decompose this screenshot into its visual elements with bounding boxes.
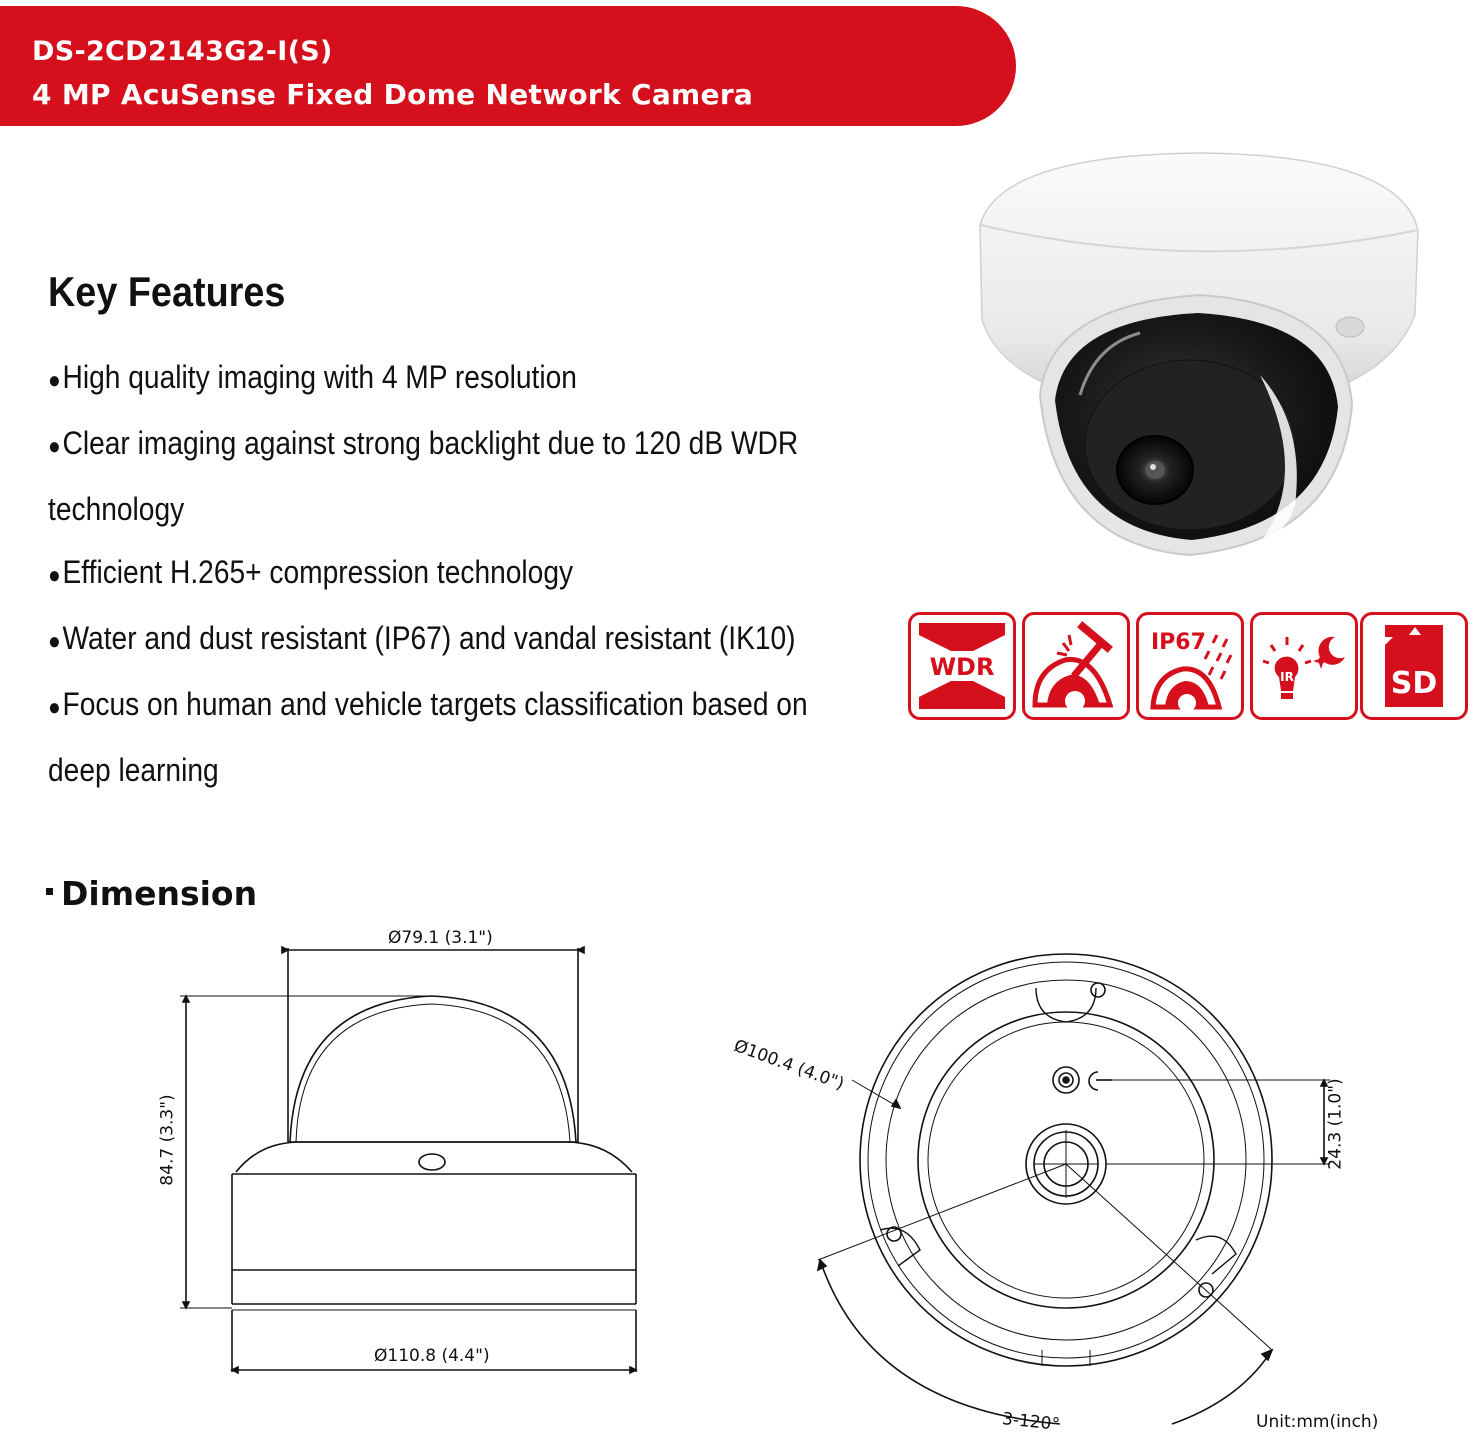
dimension-drawing [0,930,1474,1444]
bullet-icon: ● [48,628,61,655]
key-features-title: Key Features [48,268,286,315]
ir-label: IR [1280,670,1294,684]
unit-label: Unit:mm(inch) [1256,1412,1379,1432]
mount-diameter-label: Ø100.4 (4.0") [731,1036,847,1095]
square-bullet-icon [46,888,53,895]
base-diameter-label: Ø110.8 (4.4") [374,1346,490,1366]
model-number: DS-2CD2143G2-I(S) [32,36,333,67]
sd-label: SD [1390,666,1438,701]
bullet-icon: ● [48,433,61,460]
feature-item: ●Water and dust resistant (IP67) and vandal resistant (IK10) [48,620,796,656]
wdr-icon [908,612,1016,720]
dome-diameter-label: Ø79.1 (3.1") [388,928,493,948]
bullet-icon: ● [48,367,61,394]
feature-item: ●Clear imaging against strong backlight due to 120 dB WDR [48,425,799,461]
sd-card-icon [1360,612,1468,720]
feature-item-continuation: technology [48,491,185,527]
header-banner [0,6,1016,126]
ip67-rain-icon [1136,612,1244,720]
feature-item: ●High quality imaging with 4 MP resolution [48,359,577,395]
dome-camera-image [960,145,1430,565]
bullet-icon: ● [48,694,61,721]
feature-list [48,346,908,802]
hole-angle-label: 3-120° [1001,1409,1061,1435]
bullet-icon: ● [48,562,61,589]
feature-item-continuation: deep learning [48,752,219,788]
wdr-label: WDR [929,653,995,681]
ir-night-icon [1250,612,1358,720]
feature-item: ●Focus on human and vehicle targets classification based on [48,686,808,722]
ip67-label: IP67 [1151,630,1206,655]
height-label: 84.7 (3.3") [157,1094,178,1186]
dimension-title: Dimension [46,874,257,913]
product-subtitle: 4 MP AcuSense Fixed Dome Network Camera [32,78,754,111]
hole-offset-label: 24.3 (1.0") [1325,1078,1346,1170]
feature-item: ●Efficient H.265+ compression technology [48,554,574,590]
vandal-hammer-icon [1022,612,1130,720]
